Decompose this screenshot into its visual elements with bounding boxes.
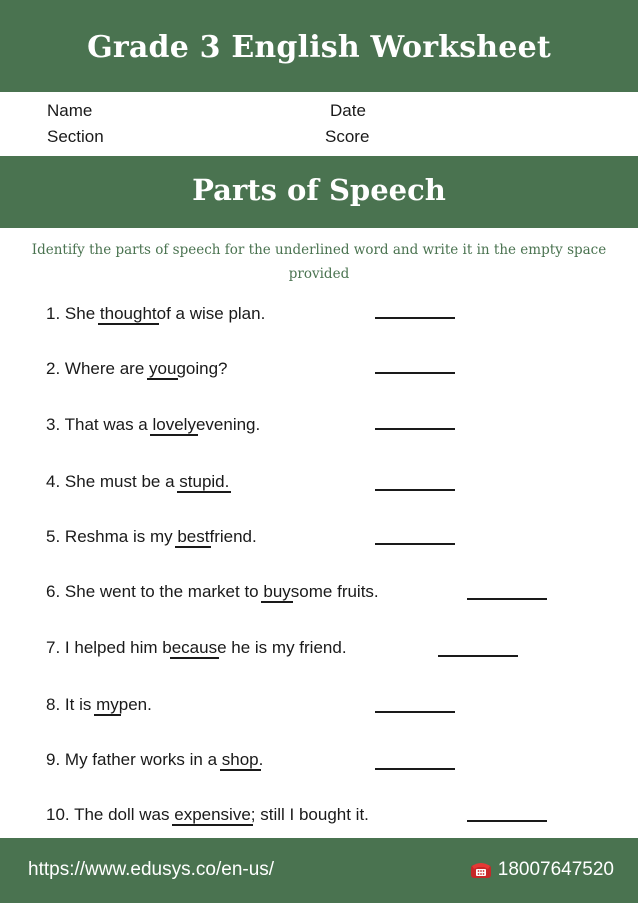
phone-number: 18007647520 [497,859,614,880]
section-band [0,156,638,228]
question-5: 5. Reshma is my bestfriend. [46,525,257,549]
question-3: 3. That was a lovelyevening. [46,413,260,437]
answer-blank-1[interactable] [375,317,455,319]
underlined-word: shop [222,748,259,772]
underlined-word: thought [100,302,157,326]
question-6: 6. She went to the market to buysome fruits. [46,580,379,604]
website-link[interactable]: https://www.edusys.co/en-us/ [28,859,275,880]
answer-blank-2[interactable] [375,372,455,374]
answer-blank-7[interactable] [438,655,518,657]
underlined-word: you [149,357,176,381]
worksheet-title: Grade 3 English Worksheet [87,30,551,65]
header-band [0,0,638,92]
answer-blank-10[interactable] [467,820,547,822]
underlined-word: expensive [174,803,251,827]
footer-band [0,838,638,903]
date-label: Date [330,101,366,120]
question-1: 1. She thoughtof a wise plan. [46,302,265,326]
answer-blank-8[interactable] [375,711,455,713]
underlined-word: stupid. [179,470,229,494]
underlined-word: lovely [152,413,195,437]
question-4: 4. She must be a stupid. [46,470,229,494]
answer-blank-5[interactable] [375,543,455,545]
question-8: 8. It is mypen. [46,693,152,717]
question-9: 9. My father works in a shop. [46,748,263,772]
answer-blank-4[interactable] [375,489,455,491]
question-7: 7. I helped him because he is my friend. [46,636,347,660]
underlined-word: buy [263,580,290,604]
underlined-word: my [96,693,119,717]
score-label: Score [325,127,370,146]
phone-icon [470,861,492,879]
answer-blank-3[interactable] [375,428,455,430]
section-label: Section [47,127,104,146]
answer-blank-9[interactable] [375,768,455,770]
name-label: Name [47,101,93,120]
section-title: Parts of Speech [192,173,446,207]
underlined-word: best [177,525,209,549]
question-10: 10. The doll was expensive; still I bought it. [46,803,369,827]
question-2: 2. Where are yougoing? [46,357,228,381]
answer-blank-6[interactable] [467,598,547,600]
underlined-word: ecaus [172,636,217,660]
phone-contact[interactable] [470,859,614,881]
instructions: Identify the parts of speech for the underlined word and write it in the empty space provided [31,242,607,282]
student-info [0,92,638,156]
